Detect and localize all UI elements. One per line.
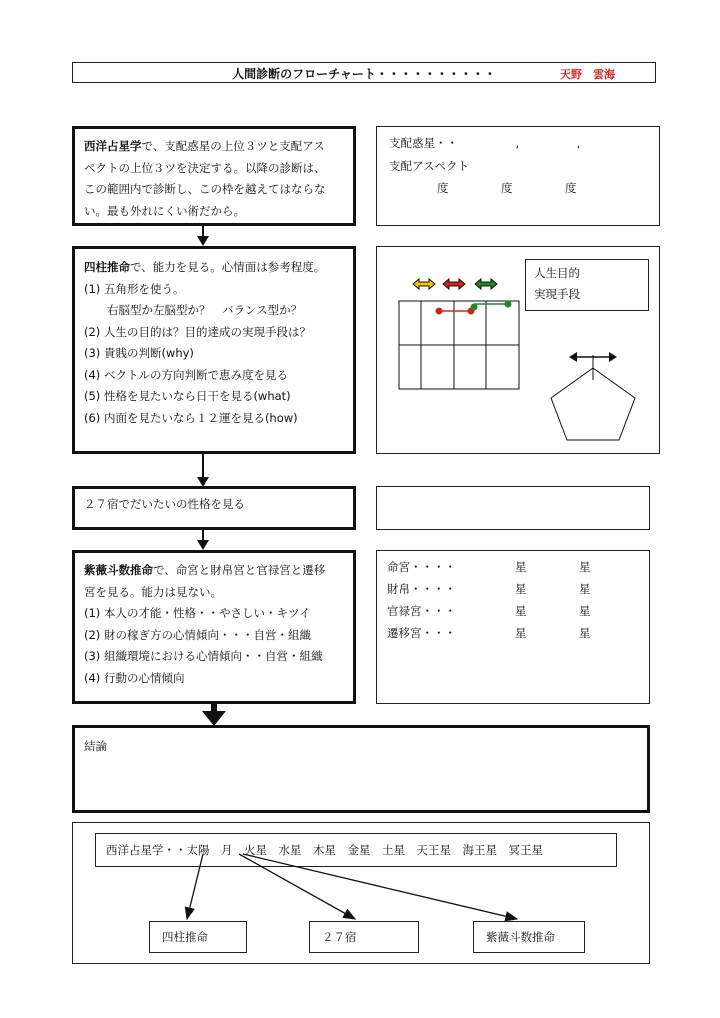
mapping-box-ziwei xyxy=(473,921,585,953)
mapping-box-four-pillars xyxy=(149,921,247,953)
conclusion-label: 結論 xyxy=(84,739,107,753)
step1-box xyxy=(72,126,356,226)
flow-arrow-4 xyxy=(200,704,228,726)
step4-line-6: (4) 行動の心情傾向 xyxy=(84,670,185,685)
step3-answer-box xyxy=(376,486,650,530)
page-title: 人間診断のフローチャート・・・・・・・・・・ xyxy=(232,67,496,81)
step1-line-2: ペクトの上位３ツを決定する。以降の診断は、 xyxy=(84,160,326,175)
step2-line-7: (5) 性格を見たいなら日干を見る(what) xyxy=(84,389,291,403)
palace-travel-label: 遷移宮・・・ xyxy=(387,626,456,640)
mapping-box-ziwei-label: 紫薇斗数推命 xyxy=(486,930,555,944)
step2-line-6: (4) ベクトルの方向判断で恵み度を見る xyxy=(84,367,288,382)
conclusion-box xyxy=(72,725,650,813)
step4-lead: 紫薇斗数推命 xyxy=(84,563,153,577)
palace-career-star-2: 星 xyxy=(579,604,591,618)
flow-arrow-3-head xyxy=(197,540,209,550)
mapping-box-27-mansions xyxy=(309,921,419,953)
step1-line-4: い。最も外れにくい術だから。 xyxy=(84,203,245,218)
step4-line-3: (1) 本人の才能・性格・・やさしい・キツイ xyxy=(84,606,311,620)
life-purpose-label: 人生目的 xyxy=(534,266,580,280)
palace-ming-label: 命宮・・・・ xyxy=(387,560,456,574)
step2-line-3: 右脳型か左脳型か？ バランス型か？ xyxy=(84,303,303,317)
step1-lead: 西洋占星学 xyxy=(84,139,142,153)
step4-answer-box xyxy=(376,550,650,704)
planet-mapping-panel xyxy=(72,822,650,964)
step2-line-5: (3) 貴賎の判断(why) xyxy=(84,346,194,360)
palace-wealth-star-1: 星 xyxy=(515,582,527,596)
green-connector xyxy=(471,301,512,311)
flow-arrow-1-head xyxy=(197,236,209,246)
palace-ming-star-1: 星 xyxy=(515,560,527,574)
pentagon-icon xyxy=(551,355,635,440)
step1-answer-box xyxy=(376,126,660,226)
red-connector xyxy=(436,308,475,315)
planets-line: 西洋占星学・・太陽 月 火星 水星 木星 金星 土星 天王星 海王星 冥王星 xyxy=(106,843,543,857)
step2-line-1: で、能力を見る。心情面は参考程度。 xyxy=(130,260,326,274)
title-bar xyxy=(72,62,656,83)
step4-line-5: (3) 組織環境における心情傾向・・自営・組織 xyxy=(84,649,323,663)
step2-line-4: (2) 人生の目的は？目的達成の実現手段は？ xyxy=(84,324,311,339)
step2-line-2: (1) 五角形を使う。 xyxy=(84,281,185,296)
planets-label: 支配惑星・・ , , xyxy=(389,136,581,150)
mapping-box-four-pillars-label: 四柱推命 xyxy=(162,930,208,944)
step4-line-4: (2) 財の稼ぎ方の心情傾向・・・自営・組織 xyxy=(84,627,311,642)
means-label: 実現手段 xyxy=(534,287,580,301)
degree-3: 度 xyxy=(565,181,577,195)
palace-ming-star-2: 星 xyxy=(579,560,591,574)
four-pillars-diagram xyxy=(377,247,661,455)
palace-career-label: 官禄宮・・・ xyxy=(387,604,456,618)
yellow-double-arrow xyxy=(413,279,435,289)
author-name: 天野 雲海 xyxy=(560,68,615,81)
palace-wealth-label: 財帛・・・・ xyxy=(387,582,456,596)
step4-line-1: で、命宮と財帛宮と官禄宮と遷移 xyxy=(153,563,326,577)
palace-travel-star-1: 星 xyxy=(515,626,527,640)
mapping-box-27-mansions-label: ２７宿 xyxy=(322,930,357,944)
step2-line-8: (6) 内面を見たいなら１２運を見る(how) xyxy=(84,410,298,425)
step1-line-1: で、支配惑星の上位３ツと支配アス xyxy=(141,139,325,153)
green-double-arrow xyxy=(475,279,497,289)
aspects-label: 支配アスペクト xyxy=(389,159,470,173)
step3-text: ２７宿でだいたいの性格を見る xyxy=(84,497,245,511)
palace-wealth-star-2: 星 xyxy=(579,582,591,596)
step4-box xyxy=(72,550,356,704)
step3-box xyxy=(72,486,356,530)
degree-2: 度 xyxy=(501,181,513,195)
pillar-grid xyxy=(399,301,519,389)
degree-1: 度 xyxy=(437,181,449,195)
step2-box xyxy=(72,246,356,454)
red-double-arrow xyxy=(443,279,465,289)
flow-arrow-2-shaft xyxy=(202,454,204,478)
step2-lead: 四柱推命 xyxy=(84,260,130,274)
step1-line-3: この範囲内で診断し、この枠を越えてはならな xyxy=(84,182,326,196)
palace-career-star-1: 星 xyxy=(515,604,527,618)
step2-diagram-box xyxy=(376,246,660,454)
step4-line-2: 宮を見る。能力は見ない。 xyxy=(84,584,222,599)
palace-travel-star-2: 星 xyxy=(579,626,591,640)
